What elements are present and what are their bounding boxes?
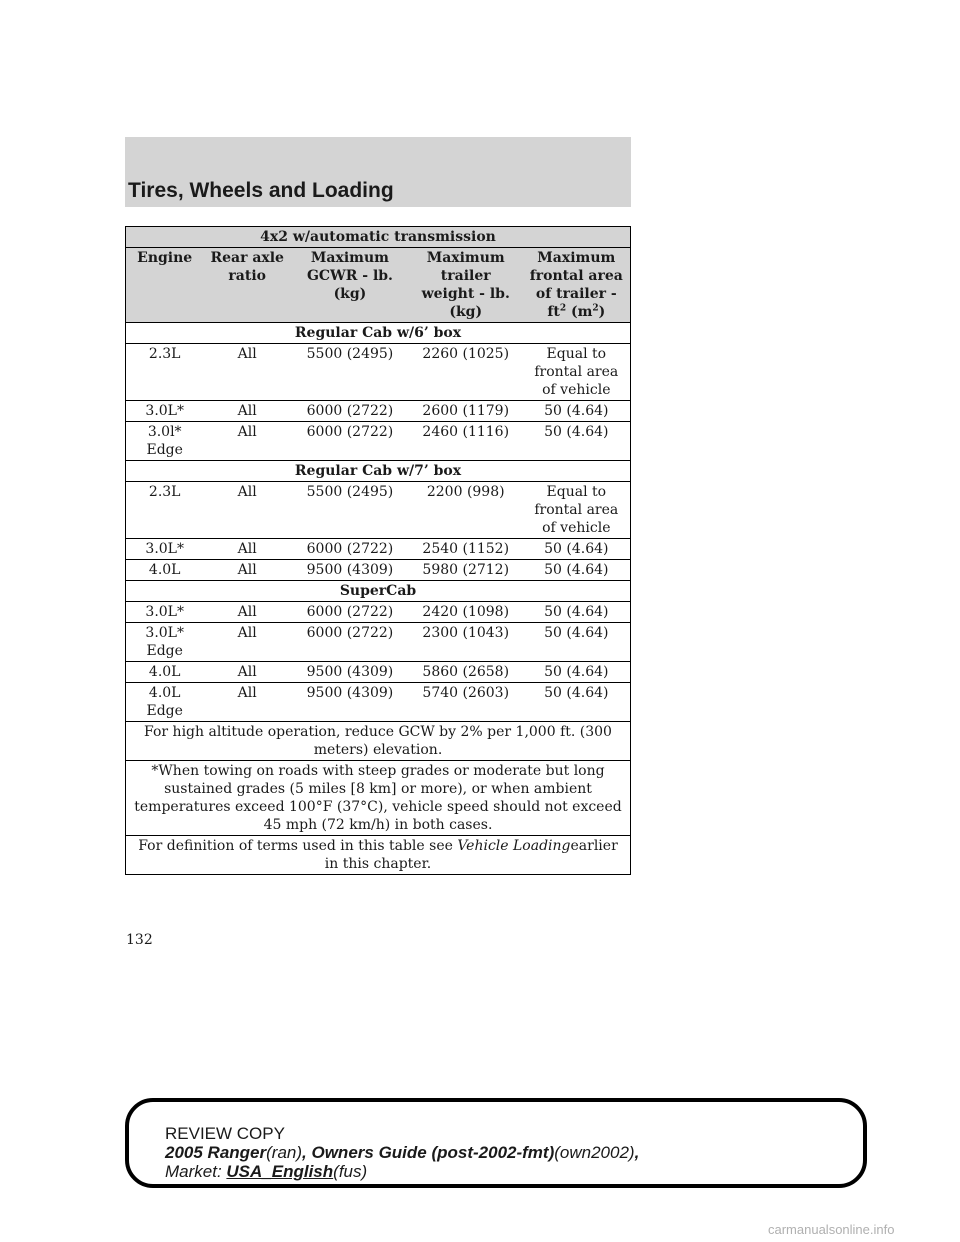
cell-axle: All <box>237 424 257 440</box>
column-header <box>409 248 523 323</box>
market-code: (fus) <box>333 1162 368 1181</box>
cell-engine <box>126 401 204 422</box>
cell-line: 50 (4.64) <box>544 541 609 557</box>
definition-text: For definition of terms used in this table see <box>138 838 458 854</box>
cell-trailer: 2540 (1152) <box>422 541 510 557</box>
cell-line: 3.0l* <box>147 424 182 440</box>
cell-line: 3.0L* <box>145 604 184 620</box>
cell-trailer: 5740 (2603) <box>422 685 510 701</box>
cell-line: frontal area <box>534 364 619 380</box>
group-heading-row <box>126 581 631 602</box>
cell-line: 3.0L* <box>145 625 184 641</box>
definition-after: earlier <box>570 838 618 854</box>
market-label: Market: <box>165 1162 227 1181</box>
publication-line <box>165 1143 639 1162</box>
comma-2: , <box>634 1143 640 1162</box>
cell-line: 4.0L <box>148 562 181 578</box>
cell-trailer: 2460 (1116) <box>422 424 510 440</box>
cell-line: Rear axle <box>210 250 284 266</box>
cell-gcwr: 6000 (2722) <box>306 403 394 419</box>
review-copy-label: REVIEW COPY <box>165 1124 285 1143</box>
watermark: carmanualsonline.info <box>768 1222 895 1237</box>
note-definition <box>126 836 631 875</box>
cell-line: Edge <box>146 643 183 659</box>
cell-area <box>523 482 631 539</box>
cell-area <box>523 560 631 581</box>
table-row <box>126 401 631 422</box>
table-title: 4x2 w/automatic transmission <box>126 227 631 248</box>
table-row <box>126 539 631 560</box>
cell-axle: All <box>237 541 257 557</box>
cell-area <box>523 623 631 662</box>
area-unit-m: (m <box>570 304 593 320</box>
column-header <box>126 248 204 323</box>
cell-area <box>523 422 631 461</box>
cell-gcwr: 9500 (4309) <box>306 562 394 578</box>
table-row <box>126 662 631 683</box>
column-header <box>203 248 291 323</box>
cell-area <box>523 539 631 560</box>
cell-engine <box>126 683 204 722</box>
area-unit-two_a: 2 <box>559 303 567 314</box>
cell-line: sustained grades (5 miles [8 km] or more), or when ambient <box>164 781 592 797</box>
cell-line: 4.0L <box>148 664 181 680</box>
section-header-title: Tires, Wheels and Loading <box>128 179 394 202</box>
group-heading: SuperCab <box>126 581 631 602</box>
cell-line: 45 mph (72 km/h) in both cases. <box>263 817 493 833</box>
cell-axle: All <box>237 604 257 620</box>
table-header-row <box>126 248 631 323</box>
cell-line: 50 (4.64) <box>544 685 609 701</box>
cell-gcwr: 6000 (2722) <box>306 604 394 620</box>
area-unit-line <box>526 303 627 321</box>
cell-axle: All <box>237 664 257 680</box>
cell-trailer: 2300 (1043) <box>422 625 510 641</box>
cell-line: Engine <box>137 250 193 266</box>
table-row <box>126 422 631 461</box>
cell-gcwr: 9500 (4309) <box>306 664 394 680</box>
cell-area <box>523 683 631 722</box>
cell-engine <box>126 344 204 401</box>
vehicle-loading-reference: Vehicle Loading <box>457 838 571 854</box>
area-unit-close: ) <box>598 304 606 320</box>
cell-axle: All <box>237 403 257 419</box>
table-row <box>126 602 631 623</box>
cell-line: (kg) <box>449 304 483 320</box>
cell-engine <box>126 662 204 683</box>
column-header <box>523 248 631 323</box>
comma-1: , <box>302 1143 312 1162</box>
model-code: (ran) <box>266 1143 303 1162</box>
note-altitude <box>126 722 631 761</box>
cell-engine <box>126 623 204 662</box>
area-unit-two_b: 2 <box>592 303 599 314</box>
cell-line: Maximum <box>310 250 389 266</box>
cell-engine <box>126 539 204 560</box>
column-header <box>291 248 409 323</box>
cell-line: Edge <box>146 703 183 719</box>
cell-line: temperatures exceed 100°F (37°C), vehicle speed should not exceed <box>134 799 622 815</box>
cell-trailer: 2260 (1025) <box>422 346 510 362</box>
market-name: USA_English <box>226 1162 334 1181</box>
cell-line: Equal to <box>546 346 607 362</box>
cell-line: Maximum <box>537 250 616 266</box>
definition-line-2: in this chapter. <box>324 856 432 872</box>
cell-area <box>523 344 631 401</box>
cell-line: of vehicle <box>542 520 611 536</box>
group-heading: Regular Cab w/6’ box <box>126 323 631 344</box>
group-heading: Regular Cab w/7’ box <box>126 461 631 482</box>
cell-area <box>523 662 631 683</box>
table-row <box>126 623 631 662</box>
cell-trailer: 2420 (1098) <box>422 604 510 620</box>
cell-line: *When towing on roads with steep grades or moderate but long <box>151 763 605 779</box>
market-line <box>165 1162 639 1181</box>
cell-line: 50 (4.64) <box>544 625 609 641</box>
cell-line: 3.0L* <box>145 541 184 557</box>
cell-gcwr: 6000 (2722) <box>306 424 394 440</box>
cell-engine <box>126 422 204 461</box>
table-title-row <box>126 227 631 248</box>
cell-line: 2.3L <box>148 484 181 500</box>
area-unit-ft: ft <box>547 304 560 320</box>
cell-line: of trailer - <box>535 286 617 302</box>
group-heading-row <box>126 323 631 344</box>
table-row <box>126 683 631 722</box>
cell-gcwr: 9500 (4309) <box>306 685 394 701</box>
model-name: 2005 Ranger <box>165 1143 267 1162</box>
cell-engine <box>126 560 204 581</box>
cell-line: Edge <box>146 442 183 458</box>
cell-line: 3.0L* <box>145 403 184 419</box>
cell-trailer: 5860 (2658) <box>422 664 510 680</box>
group-heading-row <box>126 461 631 482</box>
cell-engine <box>126 482 204 539</box>
cell-line: meters) elevation. <box>313 742 443 758</box>
cell-line: Maximum <box>426 250 505 266</box>
guide-code: (own2002) <box>554 1143 635 1162</box>
definition-line-1 <box>129 837 627 855</box>
cell-gcwr: 5500 (2495) <box>306 346 394 362</box>
review-footer-text <box>165 1124 639 1181</box>
cell-line: trailer <box>440 268 491 284</box>
table-row <box>126 344 631 401</box>
table-row <box>126 560 631 581</box>
towing-spec-table <box>125 226 631 875</box>
cell-axle: All <box>237 346 257 362</box>
cell-gcwr: 5500 (2495) <box>306 484 394 500</box>
cell-area <box>523 401 631 422</box>
cell-line: ratio <box>228 268 266 284</box>
note-row <box>126 836 631 875</box>
cell-axle: All <box>237 562 257 578</box>
cell-axle: All <box>237 685 257 701</box>
cell-trailer: 2200 (998) <box>426 484 505 500</box>
note-row <box>126 761 631 836</box>
cell-line: frontal area <box>534 502 619 518</box>
cell-line: GCWR - lb. <box>306 268 393 284</box>
cell-line: 50 (4.64) <box>544 604 609 620</box>
cell-trailer: 2600 (1179) <box>422 403 510 419</box>
cell-line: For high altitude operation, reduce GCW by 2% per 1,000 ft. (300 <box>144 724 612 740</box>
guide-name: Owners Guide (post-2002-fmt) <box>311 1143 555 1162</box>
cell-area <box>523 602 631 623</box>
note-row <box>126 722 631 761</box>
page-number: 132 <box>126 932 153 948</box>
cell-gcwr: 6000 (2722) <box>306 625 394 641</box>
table-row <box>126 482 631 539</box>
cell-line: weight - lb. <box>421 286 510 302</box>
cell-line: 50 (4.64) <box>544 664 609 680</box>
cell-line: frontal area <box>529 268 623 284</box>
cell-line: 50 (4.64) <box>544 424 609 440</box>
cell-axle: All <box>237 484 257 500</box>
cell-engine <box>126 602 204 623</box>
cell-line: 2.3L <box>148 346 181 362</box>
cell-line: of vehicle <box>542 382 611 398</box>
cell-trailer: 5980 (2712) <box>422 562 510 578</box>
note-grades <box>126 761 631 836</box>
cell-line: (kg) <box>333 286 367 302</box>
cell-line: Equal to <box>546 484 607 500</box>
cell-axle: All <box>237 625 257 641</box>
cell-gcwr: 6000 (2722) <box>306 541 394 557</box>
cell-line: 50 (4.64) <box>544 403 609 419</box>
cell-line: 50 (4.64) <box>544 562 609 578</box>
cell-line: 4.0L <box>148 685 181 701</box>
